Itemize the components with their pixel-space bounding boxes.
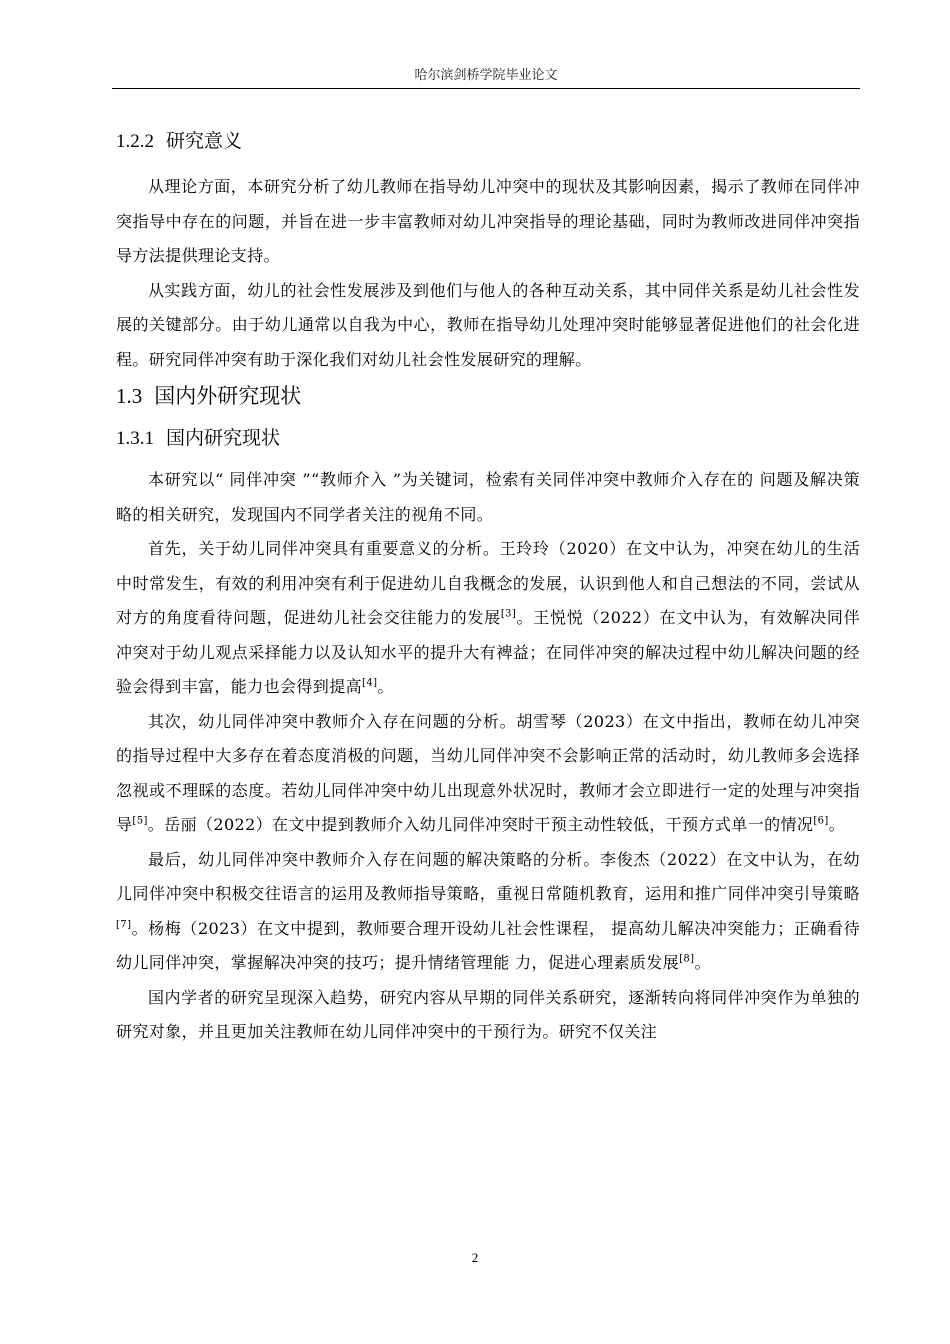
citation-7: [7] <box>116 919 132 931</box>
section-heading-1-3-1 <box>116 421 860 455</box>
text-run: 。 <box>694 953 711 972</box>
page-number: 2 <box>471 1250 479 1265</box>
text-run: 首先，关于幼儿同伴冲突具有重要意义的分析。王玲玲（2020）在文中认为，冲突在幼儿的生活中时常发生，有效的利用冲突有利于促进幼儿自我概念的发展，认识到他人和自己想法的不同，尝试从对方的角度看待问题，促进幼儿社会交往能力的发展 <box>116 539 860 627</box>
text-run: 。王悦悦（2022）在文中认为，有效解决同伴冲突对于幼儿观点采择能力以及认知水平的提升大有裨益；在同伴冲突的解决过程中幼儿解决问题的经验会得到丰富，能力也会得到提高 <box>116 608 860 696</box>
section-heading-1-2-2 <box>116 124 860 158</box>
paragraph-practice: 从实践方面，幼儿的社会性发展涉及到他们与他人的各种互动关系，其中同伴关系是幼儿社会性发展的关键部分。由于幼儿通常以自我为中心，教师在指导幼儿处理冲突时能够显著促进他们的社会化进程。研究同伴冲突有助于深化我们对幼儿社会性发展研究的理解。 <box>116 280 860 369</box>
citation-6: [6] <box>813 815 829 827</box>
text-run: 。岳丽（2022）在文中提到教师介入幼儿同伴冲突时干预主动性较低，干预方式单一的情况 <box>147 815 814 834</box>
section-title: 国内研究现状 <box>166 427 281 449</box>
paragraph-theory: 从理论方面，本研究分析了幼儿教师在指导幼儿冲突中的现状及其影响因素，揭示了教师在同伴冲突指导中存在的问题，并旨在进一步丰富教师对幼儿冲突指导的理论基础，同时为教师改进同伴冲突指导方法提供理论支持。 <box>116 177 860 265</box>
text-run: 。杨梅（2023）在文中提到，教师要合理开设幼儿社会性课程， 提高幼儿解决冲突能力；正确看待幼儿同伴冲突，掌握解决冲突的技巧；提升情绪管理能 力，促进心理素质发展 <box>116 918 860 972</box>
header-divider <box>112 88 860 89</box>
body-content <box>116 124 860 1050</box>
text-run: 其次，幼儿同伴冲突中教师介入存在问题的分析。胡雪琴（2023）在文中指出，教师在幼儿冲突的指导过程中大多存在着态度消极的问题，当幼儿同伴冲突不会影响正常的活动时，幼儿教师多会选择忽视或不理睬的态度。若幼儿同伴冲突中幼儿出现意外状况时，教师才会立即进行一定的处理与冲突指导 <box>116 711 860 834</box>
section-number: 1.3.1 <box>116 428 154 449</box>
section-number: 1.2.2 <box>116 131 154 152</box>
paragraph-keywords: 本研究以“ 同伴冲突 ”“教师介入 ”为关键词，检索有关同伴冲突中教师介入存在的 问题及解决策略的相关研究，发现国内不同学者关注的视角不同。 <box>116 470 860 524</box>
section-heading-1-3 <box>116 377 860 415</box>
text-run: 。 <box>828 815 846 834</box>
paragraph-second <box>116 705 860 843</box>
text-run: 最后，幼儿同伴冲突中教师介入存在问题的解决策略的分析。李俊杰（2022）在文中认为，在幼儿同伴冲突中积极交往语言的运用及教师指导策略，重视日常随机教育，运用和推广同伴冲突引导策略 <box>116 849 860 903</box>
running-header: 哈尔滨剑桥学院毕业论文 <box>414 68 558 83</box>
citation-4: [4] <box>362 677 378 689</box>
section-number: 1.3 <box>116 384 143 408</box>
section-title: 研究意义 <box>166 130 243 152</box>
citation-3: [3] <box>500 608 517 620</box>
citation-5: [5] <box>132 815 148 827</box>
paragraph-trend: 国内学者的研究呈现深入趋势，研究内容从早期的同伴关系研究，逐渐转向将同伴冲突作为单独的研究对象，并且更加关注教师在幼儿同伴冲突中的干预行为。研究不仅关注 <box>116 987 860 1041</box>
text-run: 。 <box>377 677 394 696</box>
citation-8: [8] <box>679 953 695 965</box>
section-title: 国内外研究现状 <box>154 384 302 408</box>
paragraph-first <box>116 532 860 705</box>
paragraph-last <box>116 843 860 981</box>
